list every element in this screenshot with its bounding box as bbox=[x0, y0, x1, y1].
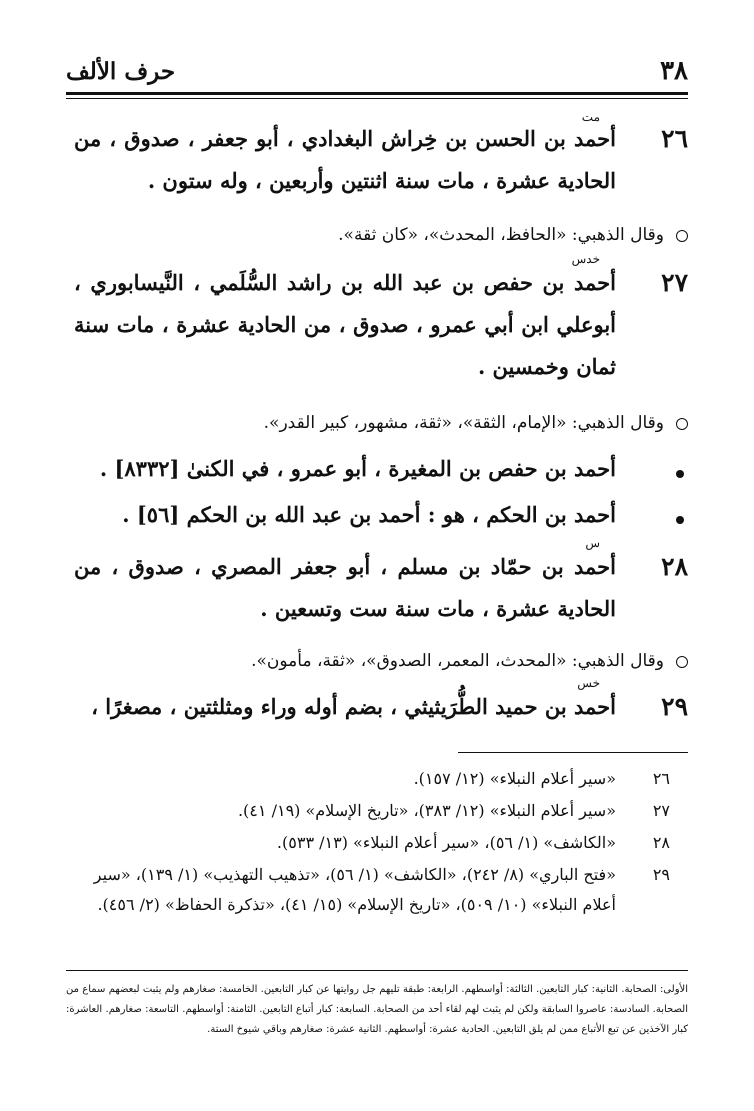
header-rule-thick bbox=[66, 92, 688, 95]
running-header bbox=[66, 56, 688, 90]
entry-text: أحمد بن حمّاد بن مسلم ، أبو جعفر المصري ، صدوق ، من الحادية عشرة ، مات سنة ست وتسعين . bbox=[74, 554, 616, 621]
entry-number: ٢٨ bbox=[661, 552, 688, 581]
footnote-number: ٢٨ bbox=[652, 833, 670, 852]
footnote-number: ٢٩ bbox=[652, 865, 670, 884]
entry-symbols: خدس bbox=[571, 252, 600, 266]
entry-symbols: خس bbox=[577, 676, 600, 690]
entry-text: أحمد بن الحسن بن خِراش البغدادي ، أبو جعفر ، صدوق ، من الحادية عشرة ، مات سنة اثنتين وأربعين ، وله ستون . bbox=[74, 126, 616, 193]
dhahabi-note-27 bbox=[74, 408, 688, 438]
entry-26 bbox=[74, 110, 688, 202]
chapter-title: حرف الألف bbox=[66, 58, 176, 85]
note-text: وقال الذهبي: «الحافظ، المحدث»، «كان ثقة». bbox=[338, 225, 664, 245]
note-text: وقال الذهبي: «المحدث، المعمر، الصدوق»، «ثقة، مأمون». bbox=[251, 651, 664, 671]
glossary-separator bbox=[66, 970, 688, 971]
header-rule-thin bbox=[66, 98, 688, 99]
entry-text: أحمد بن حميد الطُّرَيثيثي ، بضم أوله وراء ومثلثتين ، مصغرًا ، bbox=[91, 694, 616, 719]
cross-ref-1 bbox=[74, 448, 688, 490]
circle-bullet-icon bbox=[676, 418, 688, 430]
footnote-28 bbox=[66, 828, 688, 858]
footnote-26 bbox=[66, 764, 688, 794]
footnote-separator bbox=[458, 752, 688, 753]
footnote-29 bbox=[66, 860, 688, 920]
page-number: ٣٨ bbox=[660, 56, 688, 86]
entry-29 bbox=[74, 676, 688, 728]
tabaqat-glossary: الأولى: الصحابة. الثانية: كبار التابعين. الثالثة: أواسطهم. الرابعة: طبقة تليهم جل روايتها عن كبار التابعين. الخامسة: صغارهم ولم يثبت لبعضهم سماع من الصحابة. السادسة: عاصروا السابقة ولكن لم يثبت لهم لقاء أحد من الصحابة. السابعة: كبار أتباع التابعين. الثامنة: أواسطهم. التاسعة: صغارهم. العاشرة: كبار الآخذين عن تبع الأتباع ممن لم يلق التابعين. الحادية عشرة: أواسطهم. الثانية عشرة: صغارهم وباقي شيوخ الستة. bbox=[66, 984, 688, 1035]
entry-28 bbox=[74, 536, 688, 630]
cross-ref-text: أحمد بن الحكم ، هو : أحمد بن عبد الله بن الحكم [٥٦] . bbox=[122, 502, 616, 527]
footnote-number: ٢٧ bbox=[652, 801, 670, 820]
entry-number: ٢٦ bbox=[661, 124, 688, 153]
footnote-text: «سير أعلام النبلاء» (١٢/ ١٥٧). bbox=[413, 769, 616, 788]
entry-symbols: س bbox=[585, 536, 600, 550]
dhahabi-note-28 bbox=[74, 646, 688, 676]
entry-symbols: مت bbox=[581, 110, 600, 124]
footnote-text: «سير أعلام النبلاء» (١٢/ ٣٨٣)، «تاريخ الإسلام» (١٩/ ٤١). bbox=[237, 801, 616, 820]
entry-number: ٢٩ bbox=[661, 692, 688, 721]
circle-bullet-icon bbox=[676, 656, 688, 668]
dhahabi-note-26 bbox=[74, 220, 688, 250]
cross-ref-2 bbox=[74, 494, 688, 536]
note-text: وقال الذهبي: «الإمام، الثقة»، «ثقة، مشهور، كبير القدر». bbox=[263, 413, 664, 433]
entry-text: أحمد بن حفص بن عبد الله بن راشد السُّلَمي ، النَّيسابوري ، أبوعلي ابن أبي عمرو ، صدوق ، من الحادية عشرة ، مات سنة ثمان وخمسين . bbox=[74, 270, 616, 379]
entry-number: ٢٧ bbox=[661, 268, 688, 297]
cross-ref-text: أحمد بن حفص بن المغيرة ، أبو عمرو ، في الكنىٰ [٨٣٣٢] . bbox=[99, 456, 616, 481]
circle-bullet-icon bbox=[676, 230, 688, 242]
footnote-text: «فتح الباري» (٨/ ٢٤٢)، «الكاشف» (١/ ٥٦)، «تذهيب التهذيب» (١/ ١٣٩)، «سير أعلام النبلاء» (١٠/ ٥٠٩)، «تاريخ الإسلام» (١٥/ ٤١)، «تذكرة الحفاظ» (٢/ ٤٥٦). bbox=[93, 865, 616, 914]
footnote-text: «الكاشف» (١/ ٥٦)، «سير أعلام النبلاء» (١٣/ ٥٣٣). bbox=[276, 833, 616, 852]
footnote-27 bbox=[66, 796, 688, 826]
footnote-number: ٢٦ bbox=[652, 769, 670, 788]
entry-27 bbox=[74, 252, 688, 388]
